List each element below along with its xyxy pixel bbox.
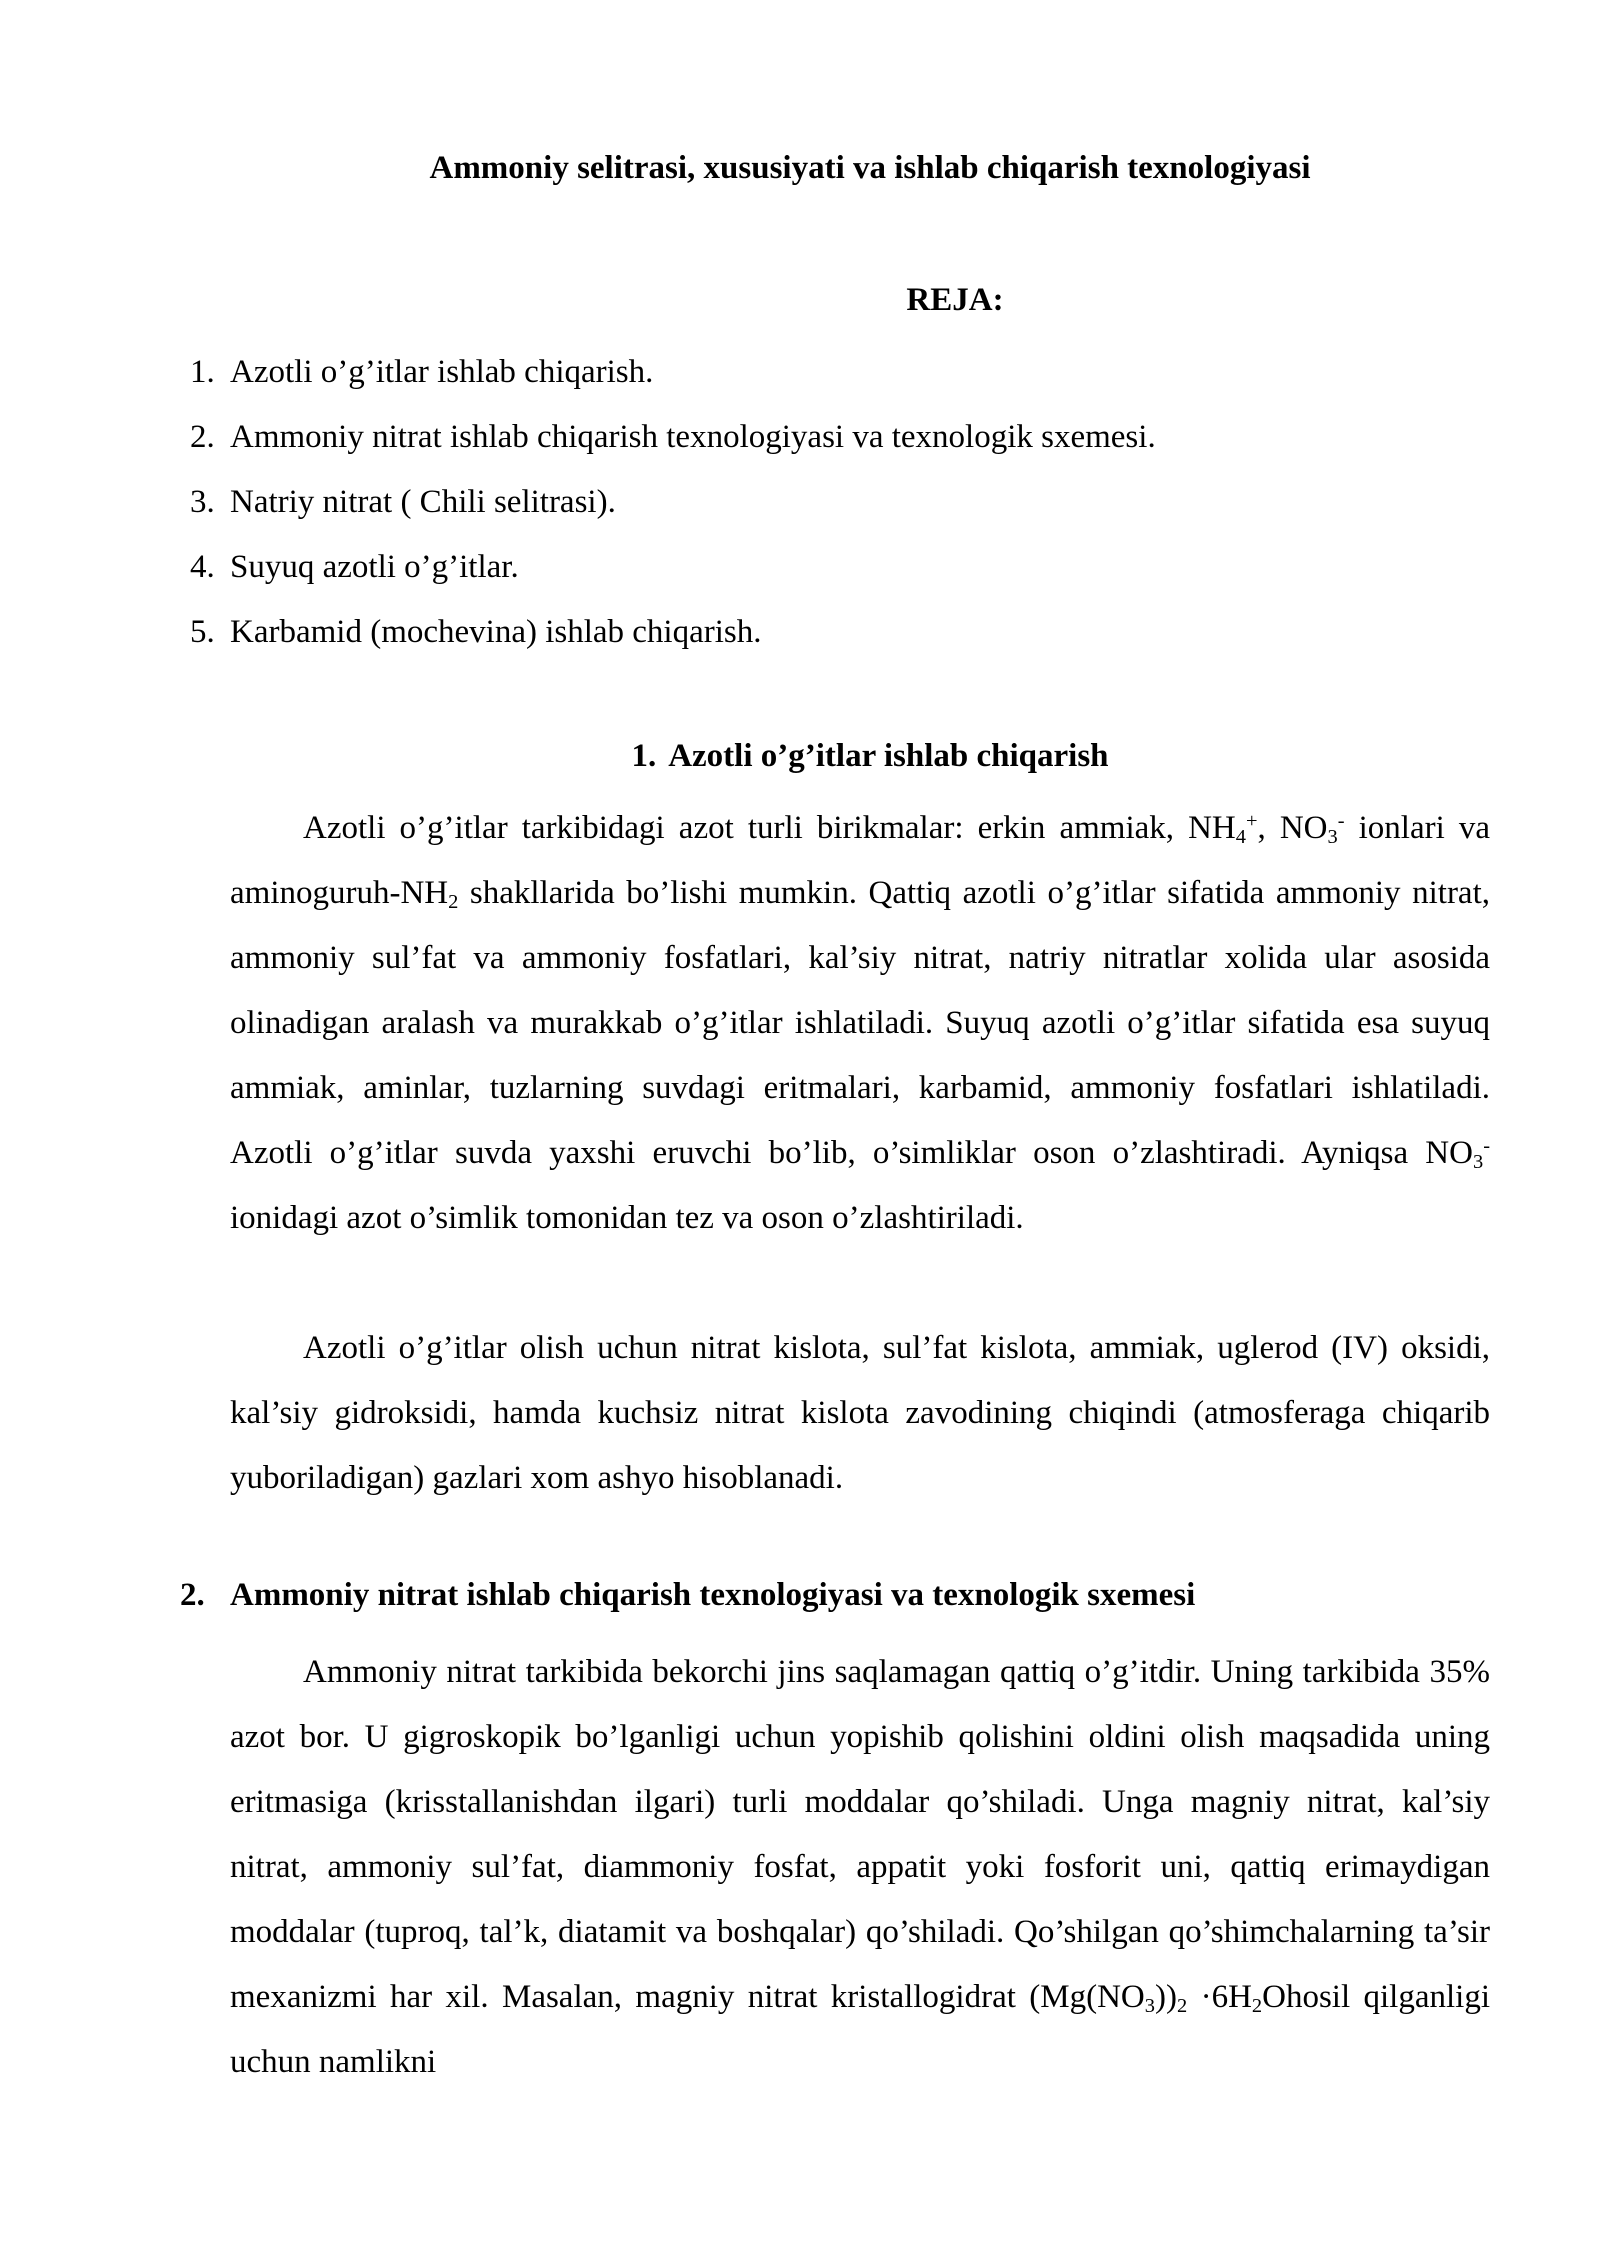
subscript: 4 [1235, 826, 1246, 849]
plan-item-text: Ammoniy nitrat ishlab chiqarish texnologiyasi va texnologik sxemesi. [230, 419, 1156, 455]
superscript: - [1337, 809, 1345, 832]
text-run: Ohosil qilganligi uchun namlikni [230, 1979, 1491, 2080]
subscript: 2 [448, 891, 459, 914]
text-run: ·6H [1187, 1979, 1252, 2015]
text-run: )) [1155, 1979, 1177, 2015]
plan-list [190, 340, 1156, 665]
subscript: 2 [1251, 1995, 1263, 2018]
plan-item-number: 2. [190, 419, 215, 455]
superscript: - [1483, 1134, 1490, 1157]
document-title: Ammoniy selitrasi, xususiyati va ishlab chiqarish texnologiyasi [429, 150, 1311, 186]
section-2-number: 2. [180, 1577, 205, 1613]
subscript: 3 [1327, 826, 1338, 849]
plan-item [190, 600, 1156, 665]
plan-item [190, 405, 1156, 470]
section-1-paragraph-1 [230, 796, 1490, 1251]
text-run: , NO [1257, 810, 1328, 846]
text-run: Azotli o’g’itlar tarkibidagi azot turli birikmalar: erkin ammiak, NH [303, 810, 1236, 846]
plan-item-text: Azotli o’g’itlar ishlab chiqarish. [230, 354, 654, 390]
section-2-heading [180, 1575, 1195, 1615]
plan-item [190, 470, 1156, 535]
plan-item-number: 5. [190, 614, 215, 650]
plan-item-text: Natriy nitrat ( Chili selitrasi). [230, 484, 616, 520]
plan-item-number: 3. [190, 484, 215, 520]
section-2-paragraph-1 [230, 1640, 1490, 2095]
plan-item [190, 535, 1156, 600]
plan-heading: REJA: [906, 282, 1004, 318]
section-1-heading [230, 736, 1510, 776]
plan-item-text: Suyuq azotli o’g’itlar. [230, 549, 519, 585]
section-1-number: 1. [631, 738, 657, 774]
text-run: shakllarida bo’lishi mumkin. Qattiq azotli o’g’itlar sifatida ammoniy nitrat, ammoniy sul’fat va ammoniy fosfatlari, kal’siy nitrat, natriy nitratlar xolida ular asosida olinadigan aralash va murakkab o’g’itlar ishlatiladi. Suyuq azotli o’g’itlar sifatida esa suyuq ammiak, aminlar, tuzlarning suvdagi eritmalari, karbamid, ammoniy fosfatlari ishlatiladi. Azotli o’g’itlar suvda yaxshi eruvchi bo’lib, o’simliklar oson o’zlashtiradi. Ayniqsa NO [230, 875, 1490, 1171]
text-run: ionlari va aminoguruh-NH [230, 810, 1490, 911]
text-run: ionidagi azot o’simlik tomonidan tez va oson o’zlashtiriladi. [230, 1200, 1024, 1236]
plan-item-number: 4. [190, 549, 215, 585]
subscript: 3 [1144, 1995, 1155, 2018]
superscript: + [1245, 809, 1258, 832]
plan-item-number: 1. [190, 354, 215, 390]
section-1-paragraph-2: Azotli o’g’itlar olish uchun nitrat kislota, sul’fat kislota, ammiak, uglerod (IV) oksidi, kal’siy gidroksidi, hamda kuchsiz nitrat kislota zavodining chiqindi (atmosferaga chiqarib yuboriladigan) gazlari xom ashyo hisoblanadi. [230, 1330, 1490, 1496]
text-run: Ammoniy nitrat tarkibida bekorchi jins saqlamagan qattiq o’g’itdir. Uning tarkibida 35% azot bor. U gigroskopik bo’lganligi uchun yopishib qolishini oldini olish maqsadida uning eritmasiga (krisstallanishdan ilgari) turli moddalar qo’shiladi. Unga magniy nitrat, kal’siy nitrat, ammoniy sul’fat, diammoniy fosfat, appatit yoki fosforit uni, qattiq erimaydigan moddalar (tuproq, tal’k, diatamit va boshqalar) qo’shiladi. Qo’shilgan qo’shimchalarning ta’sir mexanizmi har xil. Masalan, magniy nitrat kristallogidrat (Mg(NO [230, 1654, 1490, 2015]
plan-item [190, 340, 1156, 405]
section-1-title: Azotli o’g’itlar ishlab chiqarish [668, 738, 1109, 774]
section-2-title: Ammoniy nitrat ishlab chiqarish texnologiyasi va texnologik sxemesi [230, 1577, 1196, 1613]
plan-item-text: Karbamid (mochevina) ishlab chiqarish. [230, 614, 762, 650]
subscript: 2 [1176, 1995, 1188, 2018]
subscript: 3 [1472, 1151, 1484, 1174]
